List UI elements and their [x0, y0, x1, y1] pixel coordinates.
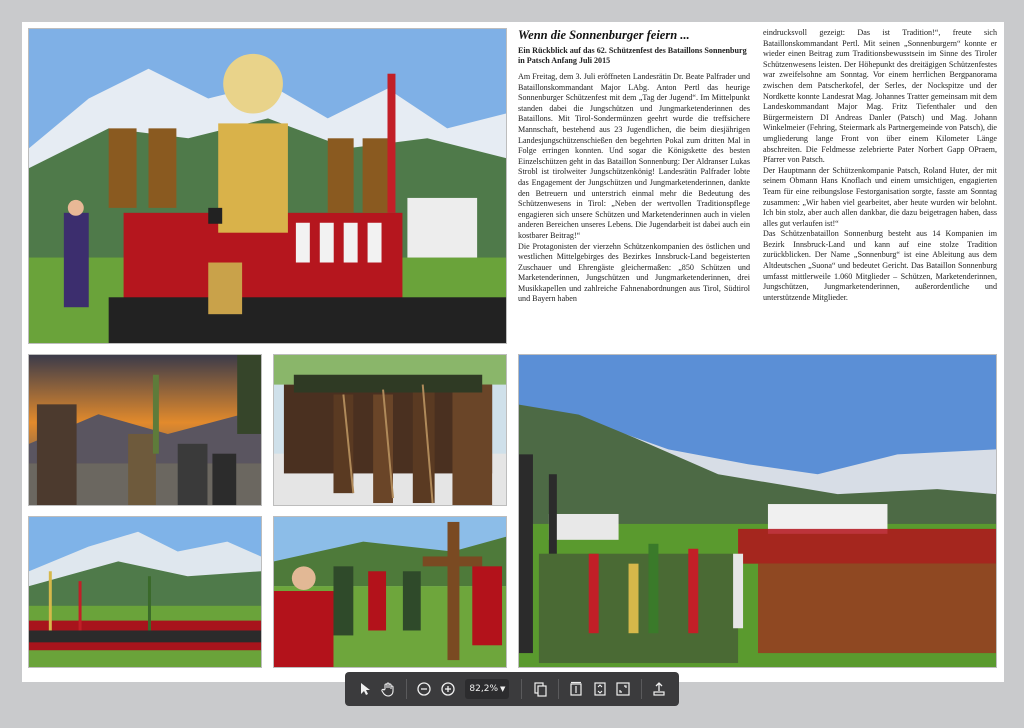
toolbar-divider — [521, 679, 522, 699]
article-paragraph: Der Hauptmann der Schützenkompanie Patsch, Roland Huter, der mit seinem Obmann Hans Knoflach und einem umsichtigen, engagierten Team für eine reibungslose Festorganisation sorgte, fasste am Sonntag zusammen: „Wir haben viel gearbeitet, aber heute wurden wir belohnt. Ich bin stolz, aber auch allen dankbar, die dazu beigetragen haben, dass alles gut verlaufen ist!“ — [763, 165, 997, 228]
photo-officers-salute — [273, 516, 507, 668]
zoom-out-icon[interactable] — [413, 676, 436, 702]
viewer-toolbar — [345, 672, 679, 706]
chevron-down-icon: ▼ — [499, 685, 506, 693]
fit-page-icon[interactable] — [588, 676, 611, 702]
document-page — [22, 22, 1004, 682]
zoom-select[interactable] — [465, 679, 509, 699]
photo-field-mass-altar — [28, 28, 507, 344]
hand-icon[interactable] — [376, 676, 399, 702]
article-paragraph: Die Protagonisten der vierzehn Schützenkompanien des östlichen und westlichen Mittelgebirges des Bezirkes Innsbruck-Land begeisterten Zuschauer und Ehrengäste gleichermaßen: „850 Schützen und Marketenderinnen, Jungschützen und Jungmarketenderinnen, drei Musikkapellen und zahlreiche Fahnenabordnungen aus Tirol, Südtirol und Bayern haben — [518, 241, 750, 304]
fit-height-icon[interactable] — [565, 676, 588, 702]
article-subhead: Ein Rückblick auf das 62. Schützenfest des Bataillons Sonnenburg in Patsch Anfang Juli 2015 — [518, 46, 747, 65]
article-column-right — [763, 28, 997, 303]
copy-icon[interactable] — [528, 676, 551, 702]
cursor-icon[interactable] — [353, 676, 376, 702]
fullscreen-icon[interactable] — [611, 676, 634, 702]
zoom-value: 82,2% — [469, 684, 498, 694]
article-paragraph: Am Freitag, dem 3. Juli eröffneten Landesrätin Dr. Beate Palfrader und Bataillonskommandant Major LAbg. Anton Pertl das heurige Sonnenburger Schützenfest mit dem „Tag der Jugend“. Im Mittelpunkt standen dabei die Jungschützen und Jungmarketenderinnen des Bataillons. Mit Tirol-Sondermünzen geehrt wurde die treffsichere Mannschaft, bestehend aus 23 Jugendlichen, die beim diesjährigen Landesjungschützenschießen den begehrten Pokal zum dritten Mal in Folge erringen konnten. Und sogar die Königskette des besten Einzelschützen geht in das Bataillon Sonnenburg: Der Aldranser Lukas Strobl ist tirolweiter Jungschützenkönig! Landesrätin Palfrader lobte das Engagement der Jungschützen und Jungmarketenderinnen, dankte den Betreuern und unterstrich einmal mehr die Bedeutung des Schützenwesens in Tirol: „Neben der wertvollen Traditionspflege engagieren sich unsere Schützen und Marketenderinnen auch in vielen anderen Bereichen unseres Lebens. Die Jugendarbeit ist dabei auch ein kostbarer Beitrag!“ — [518, 72, 750, 240]
article-headline: Wenn die Sonnenburger feiern ... — [518, 28, 690, 42]
photo-parade-formation — [28, 516, 262, 668]
photo-sunset-riflemen — [28, 354, 262, 506]
export-icon[interactable] — [648, 676, 671, 702]
article-paragraph: eindrucksvoll gezeigt: Das ist Tradition!“, freute sich Bataillonskommandant Pertl. Mit seinen „Sonnenburgern“ konnte er wieder einen Beitrag zum Traditionsbewusstsein im Sinne des Tiroler Schützenwesens leisten. Der Höhepunkt des dreitägigen Schützenfestes war zweifelsohne am Sonntag. Vor einem herrlichen Bergpanorama zwischen dem Patscherkofel, der Serles, der Nockspitze und der Nordkette konnte Landesrat Mag. Johannes Tratter gemeinsam mit dem Landeskommandant Major Mag. Fritz Tiefenthaler und den Bürgermeistern DI Andreas Danler (Patsch) und Mag. Johann Winkelmeier (Fehring, Steiermark als Partnergemeinde von Patsch), die umgliederung lange Front von über einem Kilometer Länge abschreiten. Die Feldmesse zelebrierte Pater Norbert Gapp OPraem, Pfarrer von Patsch. — [763, 28, 997, 165]
toolbar-divider — [641, 679, 642, 699]
toolbar-divider — [406, 679, 407, 699]
toolbar-divider — [558, 679, 559, 699]
photo-festival-field — [518, 354, 997, 668]
article-column-left — [518, 28, 750, 305]
article-paragraph: Das Schützenbataillon Sonnenburg besteht aus 14 Kompanien im Bezirk Innsbruck-Land und kann auf eine stolze Tradition zurückblicken. Der Name „Sonnenburg“ ist eine Ableitung aus dem Altdeutschen „Suona“ und bedeutet Gericht. Das Bataillon Sonnenburg umfasst mittlerweile 1.060 Mitglieder – Schützen, Marketenderinnen, Jungschützen, Jungmarketenderinnen, außerordentliche und unterstützende Mitglieder. — [763, 229, 997, 302]
photo-rifle-salute — [273, 354, 507, 506]
zoom-in-icon[interactable] — [436, 676, 459, 702]
